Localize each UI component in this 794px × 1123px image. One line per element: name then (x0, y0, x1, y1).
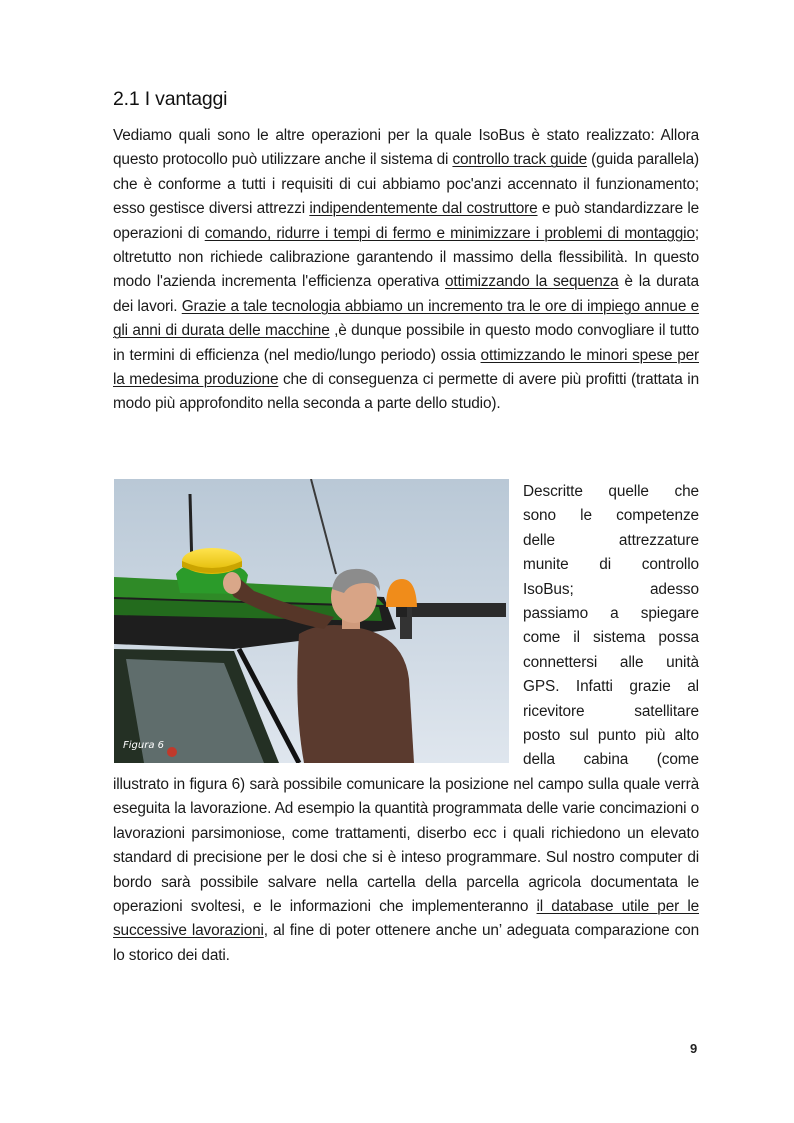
text-span: (guida parallela) che è conforme a tutti i requisiti di cui abbiamo poc'anzi accennato il funzionamento; esso gestisce diversi attrezzi (113, 151, 699, 218)
side-line: ricevitore satellitare (523, 702, 699, 720)
side-line: connettersi alle unità (523, 653, 699, 671)
gps-receiver-photo (114, 479, 509, 763)
underlined-phrase: indipendentemente dal costruttore (309, 200, 538, 218)
figure-label: Figura 6 (123, 740, 164, 751)
underlined-phrase: comando, ridurre i tempi di fermo e minimizzare i problemi di montaggio (204, 224, 695, 242)
underlined-phrase: ottimizzando la sequenza (445, 273, 619, 291)
side-line: della cabina (come (523, 751, 699, 769)
text-span: che di conseguenza ci permette di avere più profitti (trattata in modo più approfondito nella seconda a parte dello studio). (113, 371, 699, 413)
page-number: 9 (690, 1041, 698, 1056)
side-line: Descritte quelle che (523, 483, 699, 500)
side-paragraph (523, 480, 699, 773)
text-span: illustrato in figura 6) sarà possibile comunicare la posizione nel campo sulla quale verrà eseguita la lavorazione. Ad esempio la quantità programmata delle varie concimazioni o lavorazioni parsimoniose, come trattamenti, diserbo ecc i quali richiedono un elevato standard di precisione per le dosi che si è inteso programmare. Sul nostro computer di bordo sarà possibile salvare nella cartella della parcella agricola documentata le operazioni svoltesi, e le informazioni che implementeranno (113, 776, 699, 916)
text-span: è la durata dei lavori. (113, 273, 699, 315)
side-line: GPS. Infatti grazie al (523, 678, 699, 696)
underlined-phrase: il database utile per le successive lavorazioni (113, 898, 699, 940)
side-line: passiamo a spiegare (523, 605, 699, 623)
side-line: come il sistema possa (523, 629, 699, 647)
paragraph-1 (113, 124, 699, 417)
text-span: e può standardizzare le operazioni di (113, 200, 699, 242)
side-line: munite di controllo (523, 556, 699, 574)
underlined-phrase: Grazie a tale tecnologia abbiamo un incremento tra le ore di impiego annue e gli anni di durata delle macchine (113, 297, 699, 340)
side-line: posto sul punto più alto (523, 727, 699, 745)
side-line: delle attrezzature (523, 531, 699, 549)
side-line: IsoBus; adesso (523, 580, 699, 598)
photo-illustration (114, 479, 509, 763)
section-heading: 2.1 I vantaggi (113, 88, 228, 110)
text-span: , al fine di poter ottenere anche un’ adeguata comparazione con lo storico dei dati. (113, 922, 699, 964)
text-span: ; oltretutto non richiede calibrazione garantendo il massimo della flessibilità. In questo modo l'azienda incrementa l'efficienza operativa (113, 224, 699, 291)
text-span: Vediamo quali sono le altre operazioni per la quale IsoBus è stato realizzato: Allora questo protocollo può utilizzare anche il sistema di (113, 127, 699, 169)
underlined-phrase: controllo track guide (452, 151, 588, 169)
text-span: ,è dunque possibile in questo modo convogliare il tutto in termini di efficienza (nel medio/lungo periodo) ossia (113, 322, 699, 364)
side-line: sono le competenze (523, 507, 699, 525)
paragraph-2 (113, 773, 699, 968)
underlined-phrase: ottimizzando le minori spese per la medesima produzione (113, 346, 699, 389)
